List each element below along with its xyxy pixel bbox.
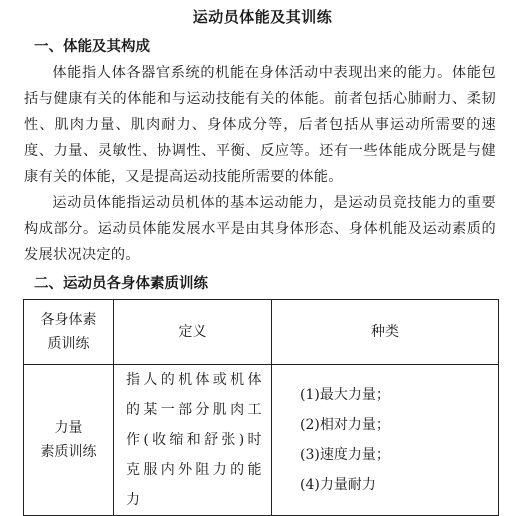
header-category-line: 质训练 bbox=[47, 336, 90, 352]
header-category-line: 各身体素 bbox=[40, 312, 97, 328]
document-title: 运动员体能及其训练 bbox=[192, 8, 333, 26]
header-cell-definition: 定义 bbox=[114, 300, 272, 365]
category-line: 力量 bbox=[54, 420, 83, 436]
table-header-row bbox=[24, 300, 499, 365]
header-cell-category bbox=[24, 300, 114, 365]
types-cell bbox=[272, 365, 499, 516]
type-item: (3)速度力量； bbox=[300, 447, 390, 463]
training-table bbox=[23, 299, 499, 516]
definition-cell: 指人的机体或机体的某一部分肌肉工作(收缩和舒张)时克服内外阻力的能力 bbox=[114, 365, 272, 516]
table-row bbox=[24, 365, 499, 516]
section-heading-2: 二、运动员各身体素质训练 bbox=[34, 276, 208, 292]
header-cell-types: 种类 bbox=[272, 300, 499, 365]
type-item: (4)力量耐力 bbox=[300, 477, 376, 493]
paragraph-athlete-fitness: 运动员体能指运动员机体的基本运动能力，是运动员竞技能力的重要构成部分。运动员体能发展水平是由其身体形态、身体机能及运动素质的发展状况决定的。 bbox=[24, 195, 496, 263]
category-line: 素质训练 bbox=[40, 444, 97, 460]
type-item: (1)最大力量； bbox=[300, 387, 390, 403]
paragraph-physical-fitness: 体能指人体各器官系统的机能在身体活动中表现出来的能力。体能包括与健康有关的体能和与运动技能有关的体能。前者包括心肺耐力、柔韧性、肌肉力量、肌肉耐力、身体成分等，后者包括从事运动所需要的速度、力量、灵敏性、协调性、平衡、反应等。还有一些体能成分既是与健康有关的体能，又是提高运动技能所需要的体能。 bbox=[24, 65, 496, 185]
category-cell bbox=[24, 365, 114, 516]
type-item: (2)相对力量； bbox=[300, 417, 390, 433]
section-heading-1: 一、体能及其构成 bbox=[34, 39, 150, 55]
